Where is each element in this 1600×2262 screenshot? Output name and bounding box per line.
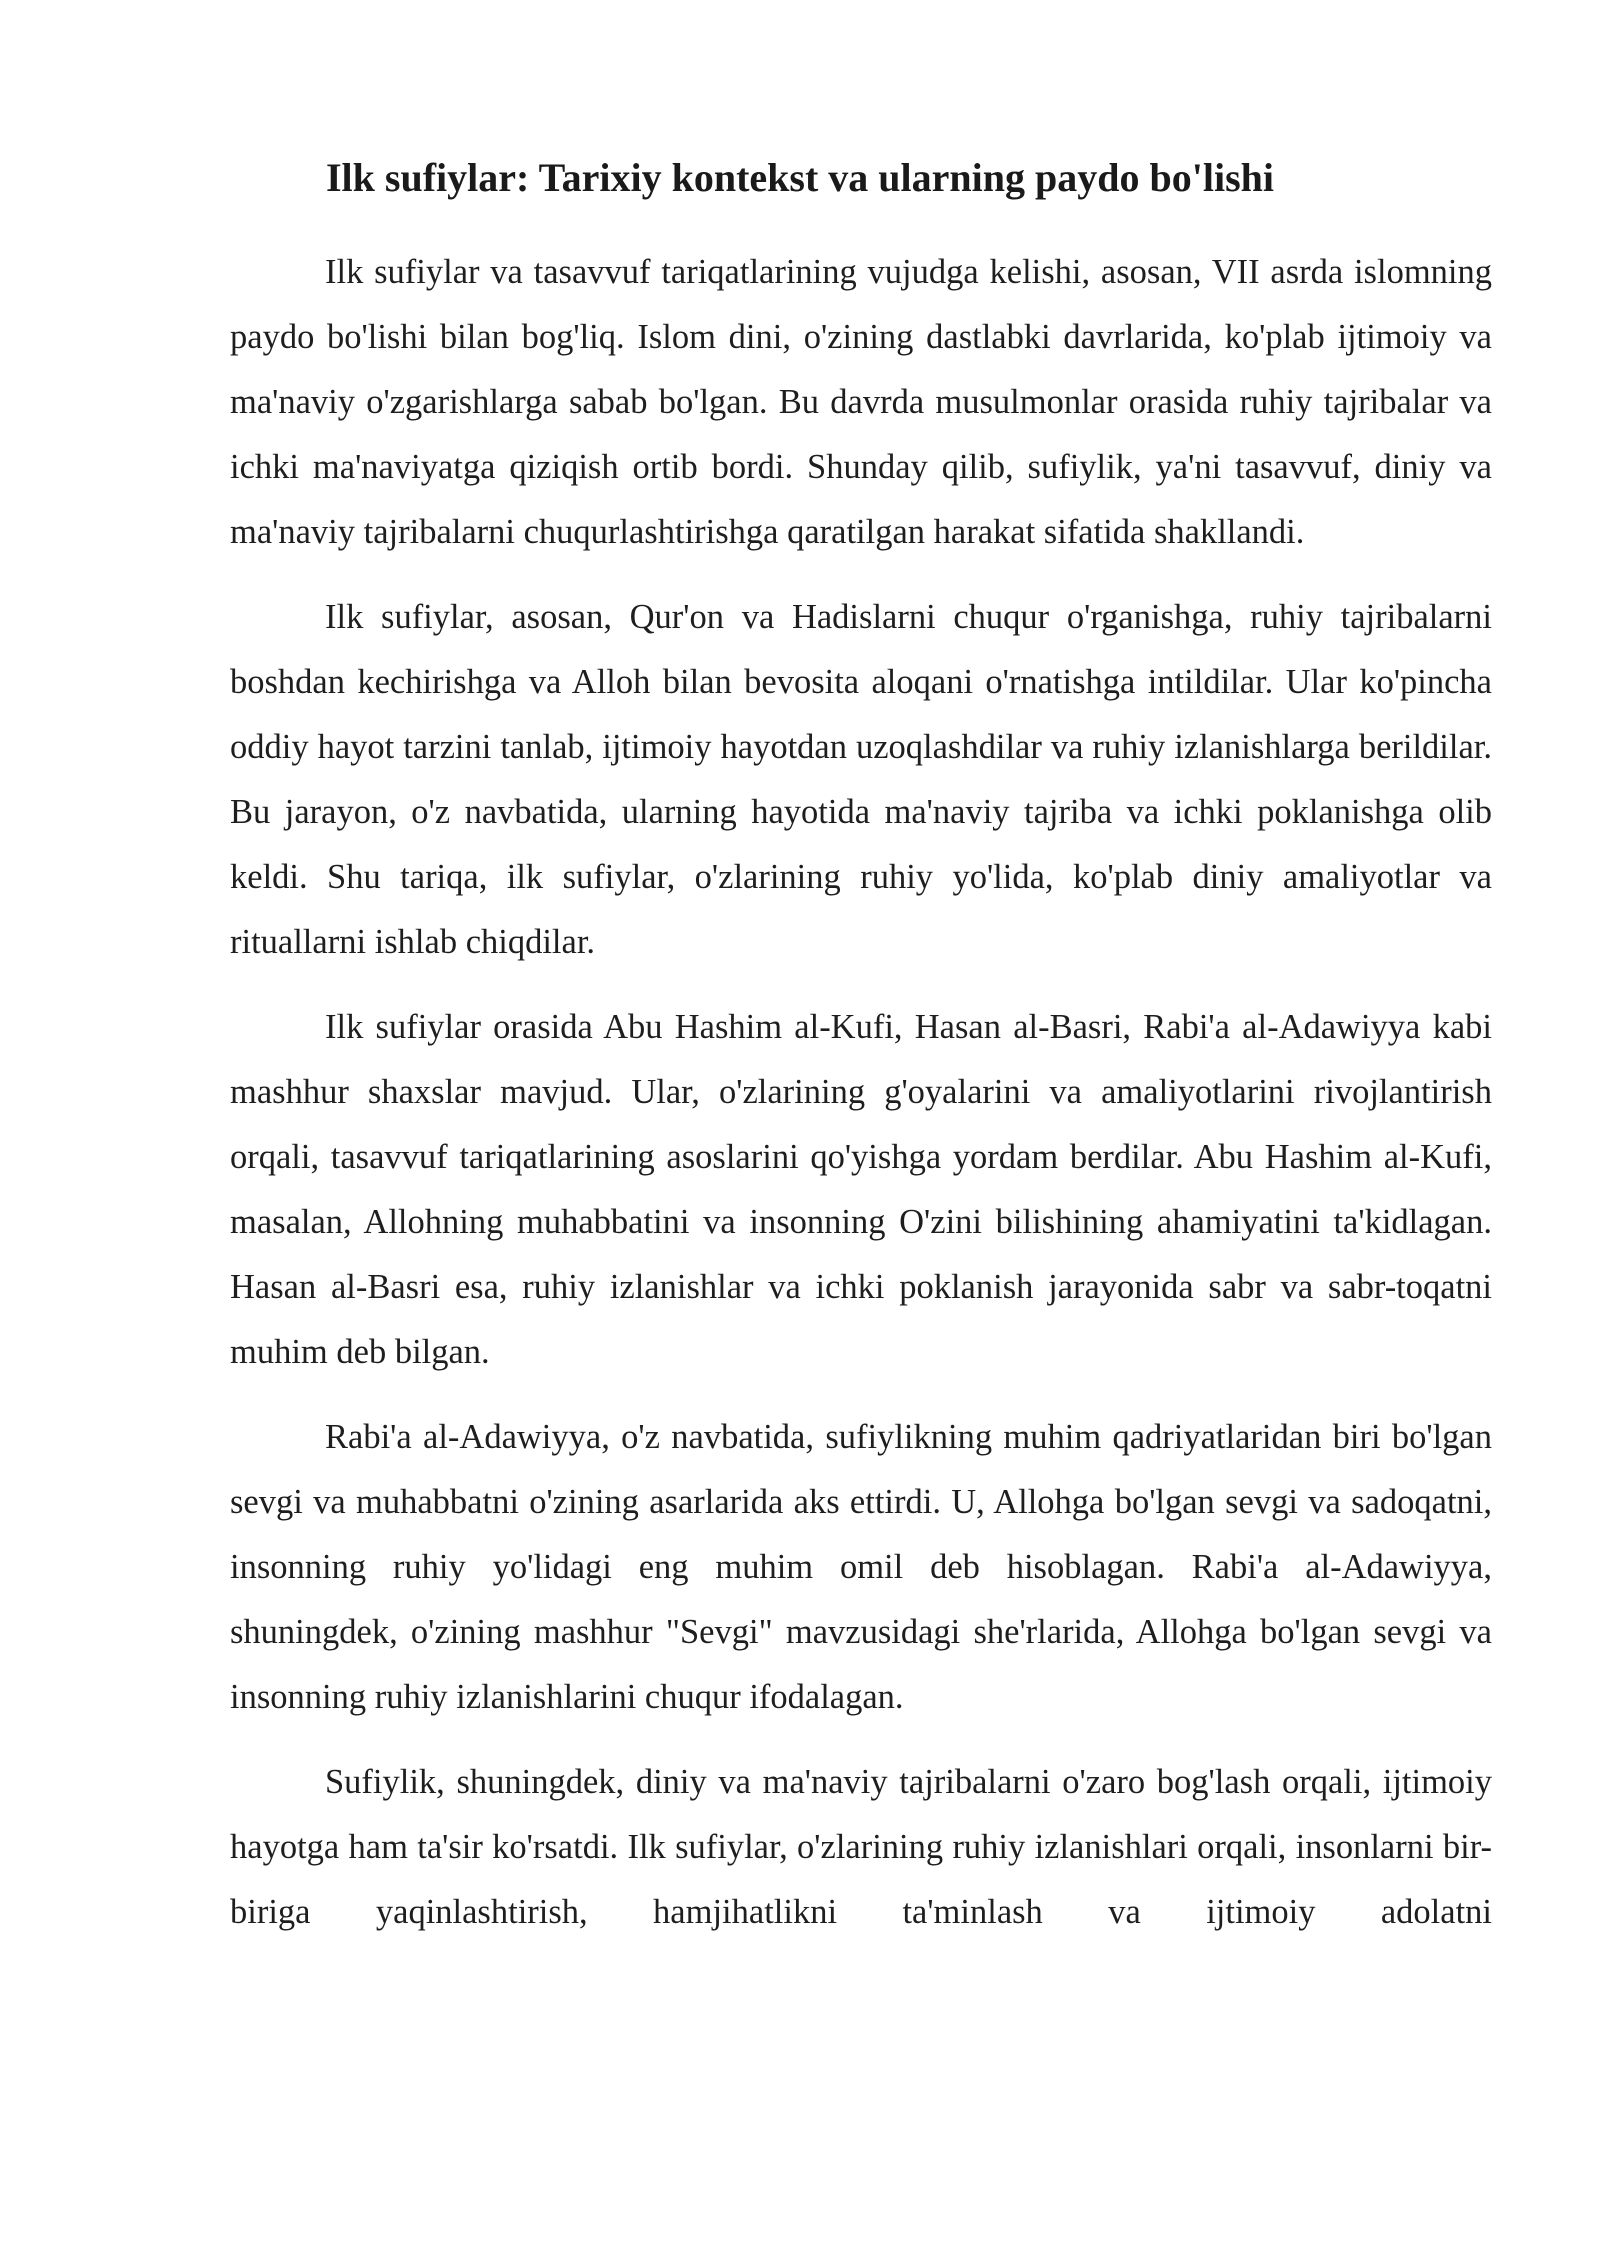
- paragraph-3: Ilk sufiylar orasida Abu Hashim al-Kufi, Hasan al-Basri, Rabi'a al-Adawiyya kabi mashhur shaxslar mavjud. Ular, o'zlarining g'oyalarini va amaliyotlarini rivojlantirish orqali, tasavvuf tariqatlarining asoslarini qo'yishga yordam berdilar. Abu Hashim al-Kufi, masalan, Allohning muhabbatini va insonning O'zini bilishining ahamiyatini ta'kidlagan. Hasan al-Basri esa, ruhiy izlanishlar va ichki poklanish jarayonida sabr va sabr-toqatni muhim deb bilgan.: [230, 1008, 1492, 1371]
- paragraph-5: Sufiylik, shuningdek, diniy va ma'naviy tajribalarni o'zaro bog'lash orqali, ijtimoiy hayotga ham ta'sir ko'rsatdi. Ilk sufiylar, o'zlarining ruhiy izlanishlari orqali, insonlarni bir-biriga yaqinlashtirish, hamjihatlikni ta'minlash va ijtimoiy adolatni: [230, 1763, 1492, 1931]
- paragraph-4: Rabi'a al-Adawiyya, o'z navbatida, sufiylikning muhim qadriyatlaridan biri bo'lgan sevgi va muhabbatni o'zining asarlarida aks ettirdi. U, Allohga bo'lgan sevgi va sadoqatni, insonning ruhiy yo'lidagi eng muhim omil deb hisoblagan. Rabi'a al-Adawiyya, shuningdek, o'zining mashhur "Sevgi" mavzusidagi she'rlarida, Allohga bo'lgan sevgi va insonning ruhiy izlanishlarini chuqur ifodalagan.: [230, 1418, 1492, 1716]
- document-title: Ilk sufiylar: Tarixiy kontekst va ularning paydo bo'lishi: [325, 155, 1275, 200]
- paragraph-2: Ilk sufiylar, asosan, Qur'on va Hadislarni chuqur o'rganishga, ruhiy tajribalarni boshdan kechirishga va Alloh bilan bevosita aloqani o'rnatishga intildilar. Ular ko'pincha oddiy hayot tarzini tanlab, ijtimoiy hayotdan uzoqlashdilar va ruhiy izlanishlarga berildilar. Bu jarayon, o'z navbatida, ularning hayotida ma'naviy tajriba va ichki poklanishga olib keldi. Shu tariqa, ilk sufiylar, o'zlarining ruhiy yo'lida, ko'plab diniy amaliyotlar va rituallarni ishlab chiqdilar.: [230, 598, 1492, 961]
- paragraph-1: Ilk sufiylar va tasavvuf tariqatlarining vujudga kelishi, asosan, VII asrda islomning paydo bo'lishi bilan bog'liq. Islom dini, o'zining dastlabki davrlarida, ko'plab ijtimoiy va ma'naviy o'zgarishlarga sabab bo'lgan. Bu davrda musulmonlar orasida ruhiy tajribalar va ichki ma'naviyatga qiziqish ortib bordi. Shunday qilib, sufiylik, ya'ni tasavvuf, diniy va ma'naviy tajribalarni chuqurlashtirishga qaratilgan harakat sifatida shakllandi.: [230, 253, 1492, 551]
- document-body: [230, 240, 1492, 1965]
